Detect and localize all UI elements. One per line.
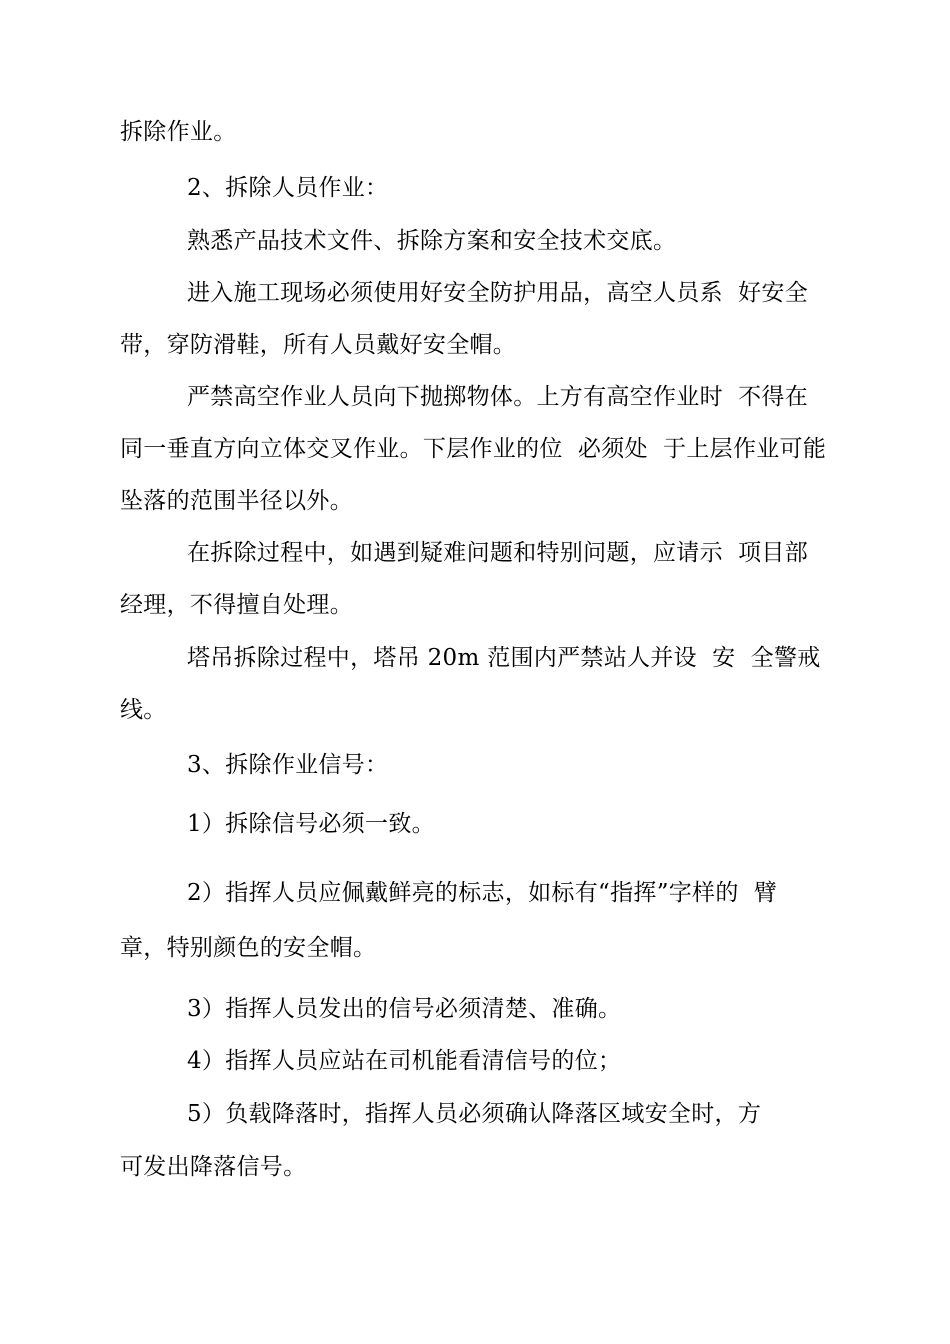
text-line-11: 塔吊拆除过程中，塔吊 20m 范围内严禁站人并设 安 全警戒	[187, 645, 821, 671]
section-heading-3: 3、拆除作业信号：	[187, 752, 389, 778]
text-line-18: 4）指挥人员应站在司机能看清信号的位；	[187, 1048, 622, 1074]
section-heading-2: 2、拆除人员作业：	[187, 175, 389, 201]
text-line-3: 熟悉产品技术文件、拆除方案和安全技术交底。	[187, 228, 677, 254]
text-line-12: 线。	[120, 697, 167, 723]
text-line-15: 2）指挥人员应佩戴鲜亮的标志，如标有“指挥”字样的 臂	[187, 880, 778, 906]
text-line-9: 在拆除过程中，如遇到疑难问题和特别问题，应请示 项目部	[187, 540, 809, 566]
text-line-8: 坠落的范围半径以外。	[120, 488, 353, 514]
text-line-16: 章，特别颜色的安全帽。	[120, 935, 377, 961]
text-line-6: 严禁高空作业人员向下抛掷物体。上方有高空作业时 不得在	[187, 384, 809, 410]
text-line-4: 进入施工现场必须使用好安全防护用品，高空人员系 好安全	[187, 280, 809, 306]
text-line-7: 同一垂直方向立体交叉作业。下层作业的位 必须处 于上层作业可能	[120, 436, 827, 462]
text-line-14: 1）拆除信号必须一致。	[187, 811, 435, 837]
text-line-17: 3）指挥人员发出的信号必须清楚、准确。	[187, 996, 622, 1022]
text-line-20: 可发出降落信号。	[120, 1154, 307, 1180]
text-line-5: 带，穿防滑鞋，所有人员戴好安全帽。	[120, 332, 517, 358]
text-line-19: 5）负载降落时，指挥人员必须确认降落区域安全时，方	[187, 1101, 762, 1127]
text-line-10: 经理，不得擅自处理。	[120, 592, 353, 618]
text-line-1: 拆除作业。	[120, 119, 237, 145]
